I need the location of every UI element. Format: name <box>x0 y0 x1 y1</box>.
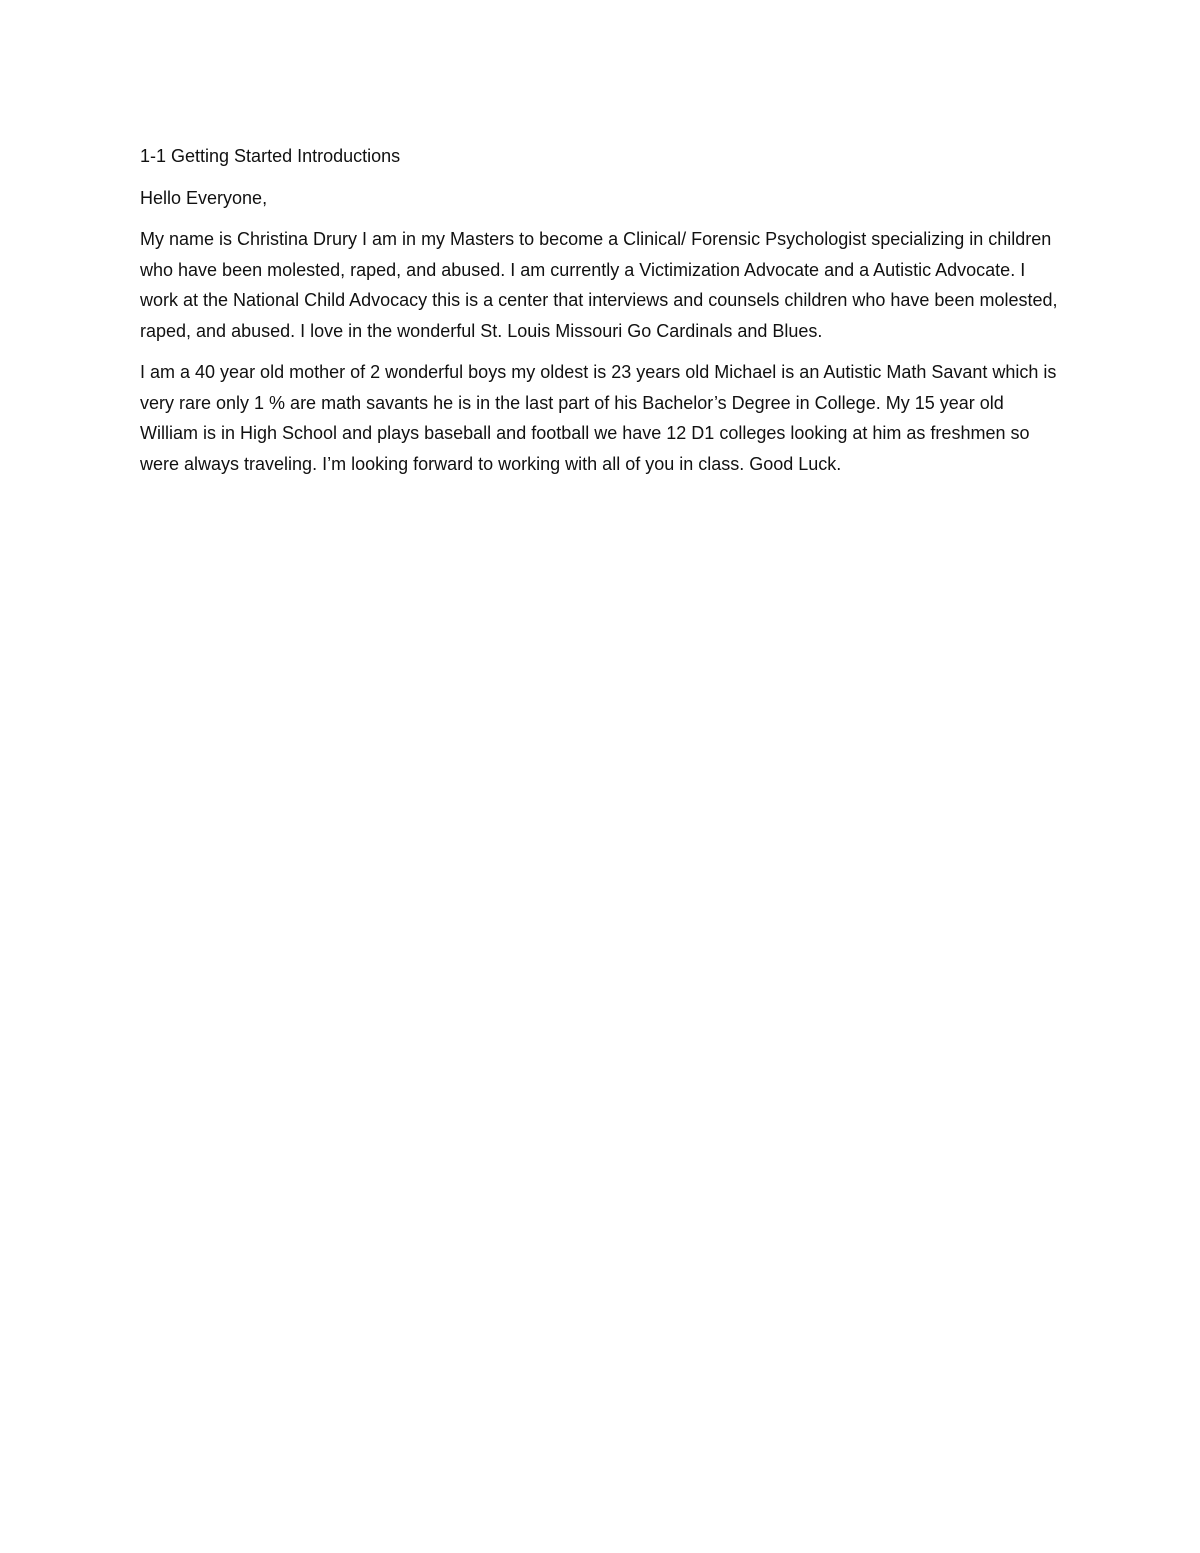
document-title: 1-1 Getting Started Introductions <box>140 146 401 166</box>
greeting: Hello Everyone, <box>140 187 268 208</box>
document-body <box>140 141 1060 490</box>
paragraph-introduction: My name is Christina Drury I am in my Masters to become a Clinical/ Forensic Psychologist specializing in children who have been molested, raped, and abused. I am currently a Victimization Advocate and a Autistic Advocate. I work at the National Child Advocacy this is a center that interviews and counsels children who have been molested, raped, and abused. I love in the wonderful St. Louis Missouri Go Cardinals and Blues. <box>140 229 1058 341</box>
paragraph-family: I am a 40 year old mother of 2 wonderful boys my oldest is 23 years old Michael is an Autistic Math Savant which is very rare only 1 % are math savants he is in the last part of his Bachelor’s Degree in College. My 15 year old William is in High School and plays baseball and football we have 12 D1 colleges looking at him as freshmen so were always traveling. I’m looking forward to working with all of you in class. Good Luck. <box>140 362 1057 474</box>
